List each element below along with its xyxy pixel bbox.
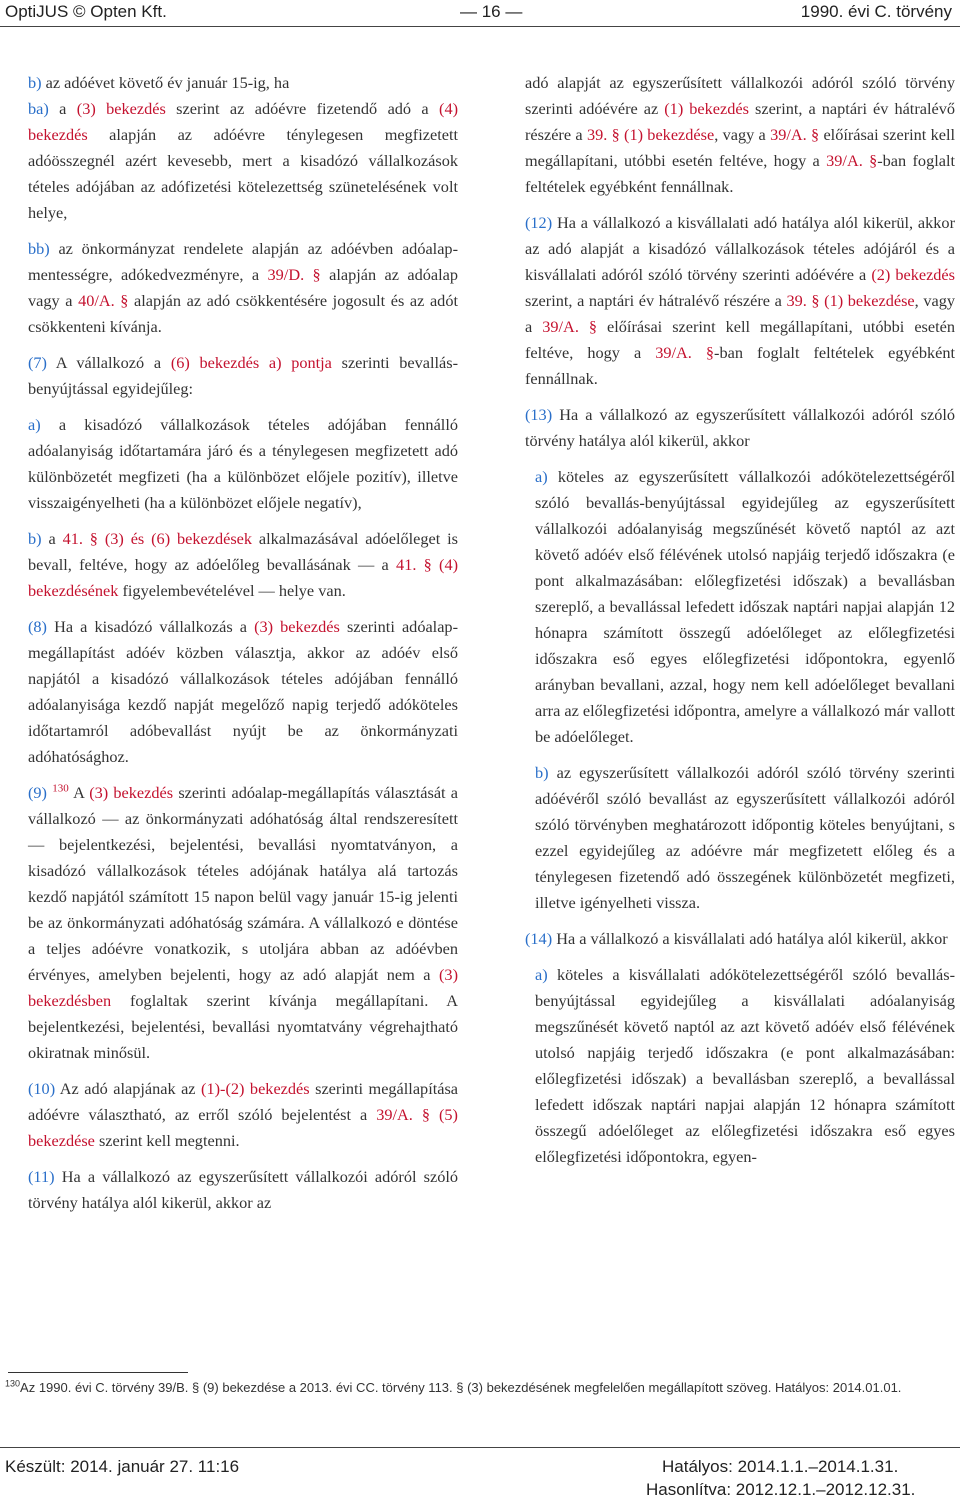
header-publisher: OptiJUS © Opten Kft. <box>5 2 167 21</box>
subpoint-label: bb) <box>28 239 50 258</box>
cross-reference-link[interactable]: 40/A. § <box>78 291 129 310</box>
footnote-number: 130 <box>52 782 69 795</box>
cross-reference-link[interactable]: (1) bekezdés <box>664 99 749 118</box>
paragraph-11 <box>28 1164 458 1216</box>
paragraph-9 <box>28 780 458 1066</box>
text: Ha a vállalkozó az egyszerűsített vállalkozói adóról szóló törvény hatálya alól kikerül, akkor az <box>28 1167 458 1212</box>
subpoint-label: ba) <box>28 99 49 118</box>
paragraph-7 <box>28 350 458 402</box>
footnote <box>5 1378 955 1398</box>
header-law-title: 1990. évi C. törvény <box>800 2 952 21</box>
cross-reference-link[interactable]: (3) bekezdésben <box>28 965 458 1010</box>
point-label: a) <box>535 467 548 486</box>
text: Ha a vállalkozó a kisvállalati adó hatálya alól kikerül, akkor az adó alapját a kisadózó vállalkozások tételes adójáról és a kisvállalati adóról szóló törvény szerinti adóévére a <box>525 213 955 284</box>
text: előírásai szerint kell megállapítani, utóbbi esetén feltéve, hogy a <box>525 125 956 170</box>
text: figyelembevételével — helye van. <box>122 581 346 600</box>
text: alapján az adóalap vagy a <box>28 265 459 310</box>
paragraph-7-point-a <box>28 412 458 516</box>
cross-reference-link[interactable]: 41. § (4) bekezdésének <box>28 555 459 600</box>
cross-reference-link[interactable]: 39/A. § <box>655 343 715 362</box>
footnote-divider <box>8 1372 188 1373</box>
paragraph-7-point-b <box>28 526 458 604</box>
text: -ban foglalt feltételek egyébként fennállnak. <box>525 151 956 196</box>
text: szerint, a naptári év hátralévő részére a <box>525 99 956 144</box>
point-label: b) <box>28 529 42 548</box>
text: szerinti adóalap-megállapítás választását a vállalkozó — az önkormányzati adóhatóság által rendszeresített — bejelentkezési, bejelentési, bevallási nyomtatványon, a kisadózó vállalkozások tételes adójának hatálya alá tartozás kezdő napjától számított 15 napon belül vagy január 15-ig jelenti be az önkormányzati adóhatóság számára. A vállalkozó e döntése a teljes adóévre vonatkozik, s utoljára abban az adóévben érvényes, amelyben bejelenti, hogy az adó alapját nem a <box>28 783 459 984</box>
cross-reference-link[interactable]: 39/D. § <box>267 265 321 284</box>
footer-created: Készült: 2014. január 27. 11:16 <box>5 1457 240 1476</box>
text: az önkormányzat rendelete alapján az adóévben adóalap-mentességre, adókedvezményre, a <box>28 239 458 284</box>
text: szerint, a naptári év hátralévő részére a <box>525 291 782 310</box>
paragraph-label: (12) <box>525 213 553 232</box>
text: alkalmazásával adóelőleget is bevall, feltéve, hogy az adóelőleg bevallásának — a <box>28 529 459 574</box>
point-b <box>28 70 458 96</box>
footer-compared: Hasonlítva: 2012.12.1.–2012.12.31. <box>646 1480 916 1499</box>
right-column <box>525 70 955 1180</box>
text: köteles az egyszerűsített vállalkozói adókötelezettségéről szóló bevallás-benyújtással egyidejűleg az egyszerűsített vállalkozói adóalanyiság megszűnését követő naptól az azt követő adóév első félévének utolsó napjáig terjedő időszakra (e pont alkalmazásában: előlegfizetési időszak) a bevallásban szereplő, a bevallással lefedett időszak naptári napjai alapján 12 hónapra számított összegű adóelőleget az előlegfizetési időszakra eső egyes előlegfizetési időpontokra, egyenlő arányban bevallani, azzal, hogy nem kell adóelőleget bevallani arra az előlegfizetési időpontra, amelyre a vállalkozó már vallott be adóelőleget. <box>535 467 955 746</box>
cross-reference-link[interactable]: (1)-(2) bekezdés <box>201 1079 310 1098</box>
footnote-number: 130 <box>5 1378 21 1389</box>
paragraph-12 <box>525 210 955 392</box>
cross-reference-link[interactable]: 39/A. § (5) bekezdése <box>28 1105 458 1150</box>
paragraph-label: (11) <box>28 1167 55 1186</box>
text: foglaltak szerint kívánja megállapítani. A bejelentkezési, bejelentési, bevallási nyomtatvány végrehajtható okiratnak minősül. <box>28 991 458 1062</box>
text: szerint kell megtenni. <box>98 1131 240 1150</box>
paragraph-label: (14) <box>525 929 553 948</box>
text: szerinti megállapítása adóévre választható, az erről szóló bejelentést a <box>28 1079 459 1124</box>
cross-reference-link[interactable]: (3) bekezdés <box>254 617 340 636</box>
text: az egyszerűsített vállalkozói adóról szóló törvény szerinti adóévéről szóló bevallást az egyszerűsített vállalkozói adóról szóló törvényben meghatározott időpontig köteles benyújtani, s ezzel egyidejűleg az adóévre már megfizetett előleg és a ténylegesen fizetendő adó összegének különbözetét megfizeti, illetve igényelheti vissza. <box>535 763 955 912</box>
cross-reference-link[interactable]: 41. § (3) és (6) bekezdések <box>62 529 253 548</box>
cross-reference-link[interactable]: (6) bekezdés a) pontja <box>170 353 332 372</box>
cross-reference-link[interactable]: (2) bekezdés <box>871 265 955 284</box>
paragraph-10 <box>28 1076 458 1154</box>
text: A vállalkozó a <box>55 353 162 372</box>
text: alapján az adóévre ténylegesen megfizetett adóösszegnél azért kevesebb, mert a kisadózó vállalkozások tételes adójában az adófizetési kötelezettség szünetelésének volt helye, <box>28 125 458 222</box>
text: előírásai szerint kell megállapítani, utóbbi esetén feltéve, hogy a <box>525 317 956 362</box>
header-page-number: — 16 — <box>460 2 523 21</box>
text: alapján az adó csökkentésére jogosult és az adót csökkenteni kívánja. <box>28 291 458 336</box>
text: köteles a kisvállalati adókötelezettségéről szóló bevallás-benyújtással egyidejűleg a kisvállalati adóalanyiság megszűnését követő naptól az azt követő adóév első félévének utolsó napjáig terjedő időszakra (e pont alkalmazásában: előlegfizetési időszak) a bevallásban szereplő, a bevallással lefedett időszak naptári napjai alapján 12 hónapra számított összegű adóelőleget az előlegfizetési időszakra eső egyes előlegfizetési időpontokra, egyen- <box>535 965 955 1166</box>
text: a <box>59 99 67 118</box>
paragraph-label: (9) <box>28 783 47 802</box>
text: szerinti adóalap-megállapítást adóév közben választja, akkor az adóév első napjától a kisadózó vállalkozások tételes adójában fennálló adóalanyisága kezdő napját megelőző napig terjedő adóköteles időtartamról adóbevallást nyújt be az önkormányzati adóhatósághoz. <box>28 617 458 766</box>
left-column <box>28 70 458 1226</box>
paragraph-label: (10) <box>28 1079 56 1098</box>
text: Ha a vállalkozó az egyszerűsített vállalkozói adóról szóló törvény hatálya alól kikerül, akkor <box>525 405 955 450</box>
point-label: a) <box>28 415 41 434</box>
paragraph-14 <box>525 926 955 952</box>
text: a kisadózó vállalkozások tételes adójában fennálló adóalanyiság időtartamára járó és a ténylegesen megfizetett adó különbözetét megfizeti (ha a különbözet előjele pozitív), illetve visszaigényelheti (ha a különbözet előjele negatív), <box>28 415 458 512</box>
cross-reference-link[interactable]: (4) bekezdés <box>28 99 459 144</box>
text: Ha a vállalkozó a kisvállalati adó hatálya alól kikerül, akkor <box>556 929 948 948</box>
cross-reference-link[interactable]: 39. § (1) bekezdése <box>786 291 915 310</box>
cross-reference-link[interactable]: (3) bekezdés <box>89 783 174 802</box>
point-label: b) <box>535 763 549 782</box>
text: adó alapját az egyszerűsített vállalkozói adóról szóló törvény szerinti adóévére az <box>525 73 955 118</box>
paragraph-13-point-a <box>535 464 955 750</box>
point-label: a) <box>535 965 548 984</box>
footer-effective: Hatályos: 2014.1.1.–2014.1.31. <box>662 1457 899 1476</box>
paragraph-13 <box>525 402 955 454</box>
cross-reference-link[interactable]: 39. § (1) bekezdése <box>586 125 715 144</box>
subpoint-bb <box>28 236 458 340</box>
paragraph-label: (13) <box>525 405 553 424</box>
footnote-reference[interactable] <box>52 783 69 802</box>
cross-reference-link[interactable]: (3) bekezdés <box>76 99 166 118</box>
paragraph-11-continued <box>525 70 955 200</box>
cross-reference-link[interactable]: 39/A. § <box>826 151 878 170</box>
subpoint-ba <box>28 96 458 226</box>
paragraph-13-point-b <box>535 760 955 916</box>
point-label: b) <box>28 73 42 92</box>
footnote-text: Az 1990. évi C. törvény 39/B. § (9) bekezdése a 2013. évi CC. törvény 113. § (3) bekezdésének megfelelően megállapított szöveg. Hatályos: 2014.01.01. <box>20 1380 902 1395</box>
cross-reference-link[interactable]: 39/A. § <box>542 317 598 336</box>
paragraph-14-point-a <box>535 962 955 1170</box>
text: A <box>73 783 84 802</box>
text: szerint az adóévre fizetendő adó a <box>176 99 429 118</box>
paragraph-label: (7) <box>28 353 47 372</box>
paragraph-8 <box>28 614 458 770</box>
text: Az adó alapjának az <box>59 1079 196 1098</box>
footer-divider <box>0 1447 960 1448</box>
paragraph-label: (8) <box>28 617 47 636</box>
point-text: az adóévet követő év január 15-ig, ha <box>45 73 290 92</box>
text: , vagy a <box>525 291 956 336</box>
text: a <box>48 529 56 548</box>
cross-reference-link[interactable]: 39/A. § <box>770 125 820 144</box>
text: , vagy a <box>714 125 766 144</box>
page-header <box>0 0 960 27</box>
text: -ban foglalt feltételek egyébként fennállnak. <box>525 343 955 388</box>
text: Ha a kisadózó vállalkozás a <box>54 617 247 636</box>
text: szerinti bevallás-benyújtással egyidejűleg: <box>28 353 458 398</box>
